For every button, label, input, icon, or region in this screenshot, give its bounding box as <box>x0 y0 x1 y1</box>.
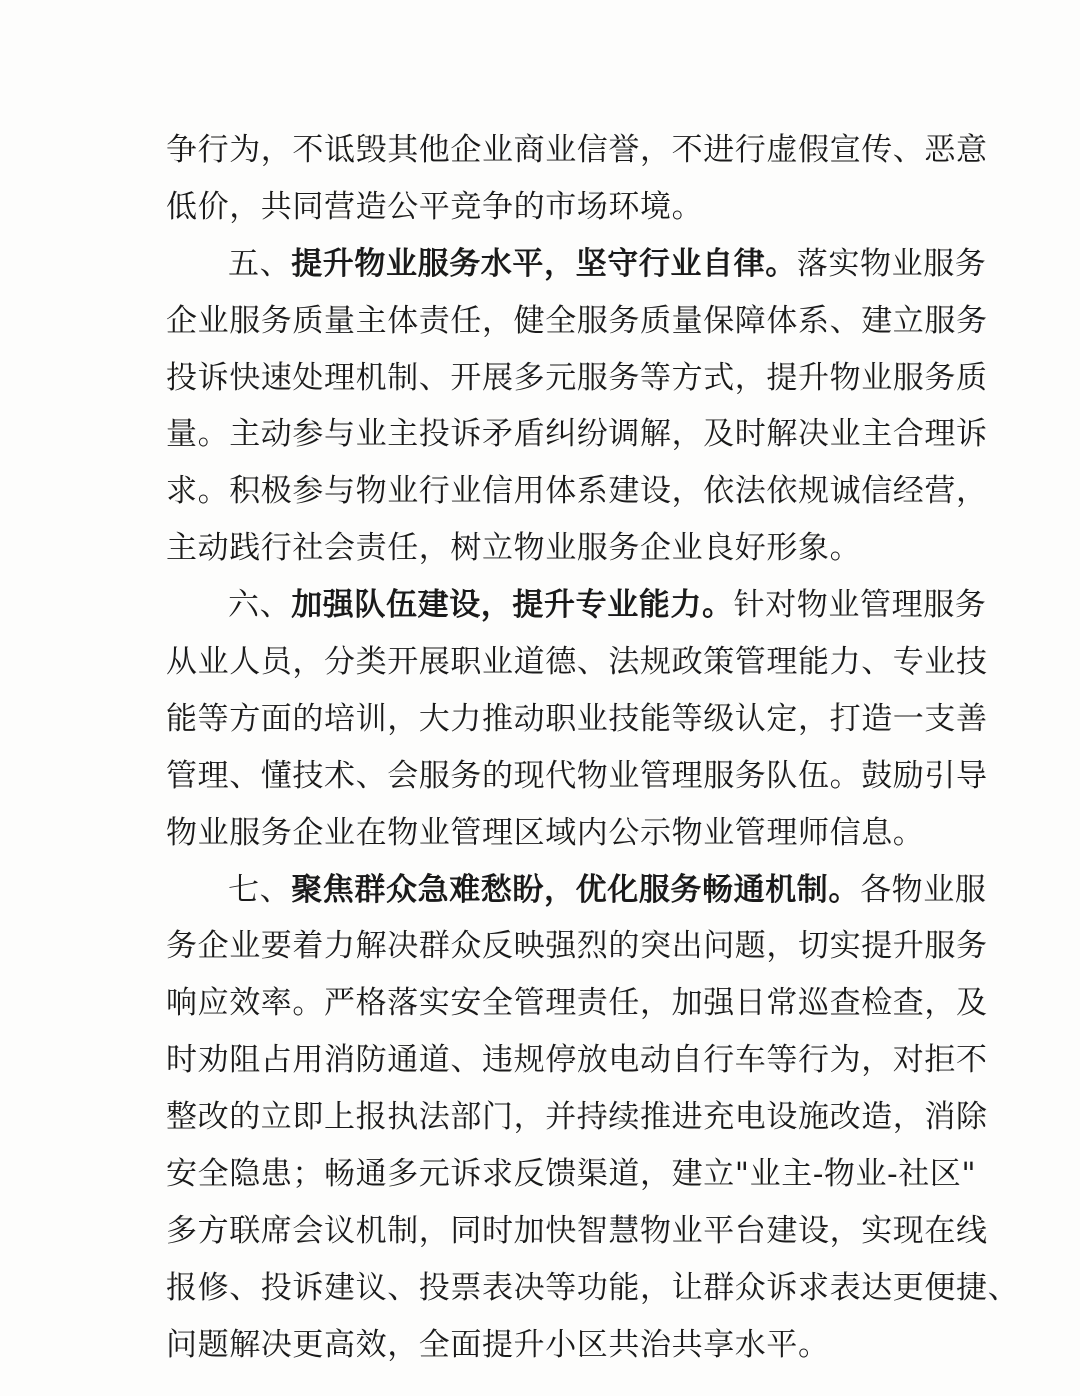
text-line: 管理、懂技术、会服务的现代物业管理服务队伍。鼓励引导 <box>166 757 988 794</box>
text-line: 报修、投诉建议、投票表决等功能，让群众诉求表达更便捷、 <box>166 1269 1020 1306</box>
section-seven-heading: 聚焦群众急难愁盼，优化服务畅通机制。 <box>291 871 861 908</box>
section-seven-number: 七、 <box>228 871 292 908</box>
text-line: 争行为，不诋毁其他企业商业信誉，不进行虚假宣传、恶意 <box>166 132 988 168</box>
text-line: 企业服务质量主体责任，健全服务质量保障体系、建立服务 <box>166 302 988 339</box>
text-line: 从业人员，分类开展职业道德、法规政策管理能力、专业技 <box>166 644 988 681</box>
text-line: 问题解决更高效，全面提升小区共治共享水平。 <box>166 1326 830 1363</box>
section-five-heading: 提升物业服务水平，坚守行业自律。 <box>291 245 797 282</box>
text-line: 低价，共同营造公平竞争的市场环境。 <box>166 188 704 225</box>
section-seven-first-line <box>166 862 987 919</box>
section-five-number: 五、 <box>228 245 292 282</box>
document-body <box>166 122 1020 1374</box>
text-line: 多方联席会议机制，同时加快智慧物业平台建设，实现在线 <box>166 1212 988 1249</box>
text-line: 时劝阻占用消防通道、违规停放电动自行车等行为，对拒不 <box>166 1042 988 1079</box>
text-line: 量。主动参与业主投诉矛盾纠纷调解，及时解决业主合理诉 <box>166 416 988 453</box>
text-line: 主动践行社会责任，树立物业服务企业良好形象。 <box>166 530 862 567</box>
section-six-heading: 加强队伍建设，提升专业能力。 <box>291 587 734 624</box>
section-five-lead: 落实物业服务 <box>796 245 987 282</box>
text-line: 物业服务企业在物业管理区域内公示物业管理师信息。 <box>166 814 925 851</box>
section-five-first-line <box>166 236 987 293</box>
section-six-number: 六、 <box>228 587 292 624</box>
text-line: 务企业要着力解决群众反映强烈的突出问题，切实提升服务 <box>166 928 988 965</box>
text-line: 能等方面的培训，大力推动职业技能等级认定，打造一支善 <box>166 700 988 737</box>
text-line: 求。积极参与物业行业信用体系建设，依法依规诚信经营， <box>166 473 988 510</box>
section-seven-lead: 各物业服 <box>860 871 987 908</box>
text-line: 整改的立即上报执法部门，并持续推进充电设施改造，消除 <box>166 1099 988 1136</box>
text-line: 安全隐患；畅通多元诉求反馈渠道，建立"业主-物业-社区" <box>166 1156 977 1193</box>
text-line: 响应效率。严格落实安全管理责任，加强日常巡查检查，及 <box>166 985 988 1022</box>
section-six-first-line <box>166 577 987 634</box>
text-line: 投诉快速处理机制、开展多元服务等方式，提升物业服务质 <box>166 359 988 396</box>
section-six-lead: 针对物业管理服务 <box>733 587 987 624</box>
